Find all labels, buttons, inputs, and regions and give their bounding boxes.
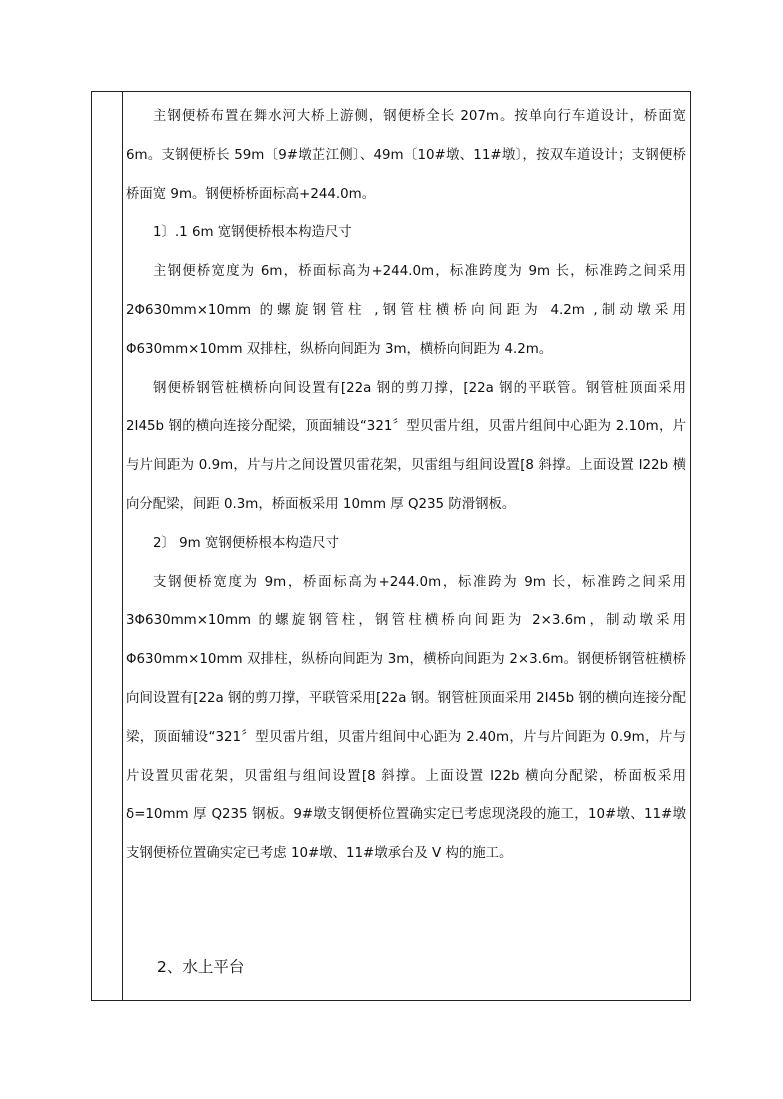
document-body	[126, 98, 686, 874]
subheading-9m-bridge: 2〕 9m 宽钢便桥根本构造尺寸	[153, 535, 339, 551]
paragraph-6m-bridge-dimensions: 主钢便桥宽度为 6m，桥面标高为+244.0m，标准跨度为 9m 长，标准跨之间采用 2Φ630mm×10mm 的螺旋钢管柱 ,钢管柱横桥向间距为 4.2m ,制动墩采用Φ630mm×10mm 双排柱，纵桥向间距为 3m，横桥向间距为 4.2m。	[126, 264, 686, 357]
paragraph-6m-bridge-structure: 钢便桥钢管桩横桥向间设置有[22a 钢的剪刀撑，[22a 钢的平联管。钢管桩顶面采用 2I45b 钢的横向连接分配梁，顶面辅设“321〞型贝雷片组，贝雷片组间中心距为 2.10m，片与片间距为 0.9m，片与片之间设置贝雷花架，贝雷组与组间设置[8 斜撑。上面设置 I22b 横向分配梁，间距 0.3m，桥面板采用 10mm 厚 Q235 防滑钢板。	[126, 380, 686, 512]
table-column-divider	[122, 92, 123, 1000]
paragraph-overview: 主钢便桥布置在舞水河大桥上游侧，钢便桥全长 207m。按单向行车道设计，桥面宽6m。支钢便桥长 59m〔9#墩芷江侧〕、49m〔10#墩、11#墩〕，按双车道设计；支钢便桥桥面宽 9m。钢便桥桥面标高+244.0m。	[126, 109, 686, 202]
subheading-6m-bridge: 1〕.1 6m 宽钢便桥根本构造尺寸	[153, 225, 352, 241]
paragraph-9m-bridge-details: 支钢便桥宽度为 9m，桥面标高为+244.0m，标准跨为 9m 长，标准跨之间采用 3Φ630mm×10mm 的螺旋钢管柱，钢管柱横桥向间距为 2×3.6m，制动墩采用Φ630mm×10mm 双排柱，纵桥向间距为 3m，横桥向间距为 2×3.6m。钢便桥钢管桩横桥向间设置有[22a 钢的剪刀撑，平联管采用[22a 钢。钢管桩顶面采用 2I45b 钢的横向连接分配梁，顶面辅设“321〞型贝雷片组，贝雷片组间中心距为 2.40m，片与片间距为 0.9m，片与片设置贝雷花架，贝雷组与组间设置[8 斜撑。上面设置 I22b 横向分配梁，桥面板采用δ=10mm 厚 Q235 钢板。9#墩支钢便桥位置确实定已考虑现浇段的施工，10#墩、11#墩支钢便桥位置确实定已考虑 10#墩、11#墩承台及 V 构的施工。	[126, 574, 686, 862]
section-heading-water-platform: 2、水上平台	[157, 958, 245, 976]
